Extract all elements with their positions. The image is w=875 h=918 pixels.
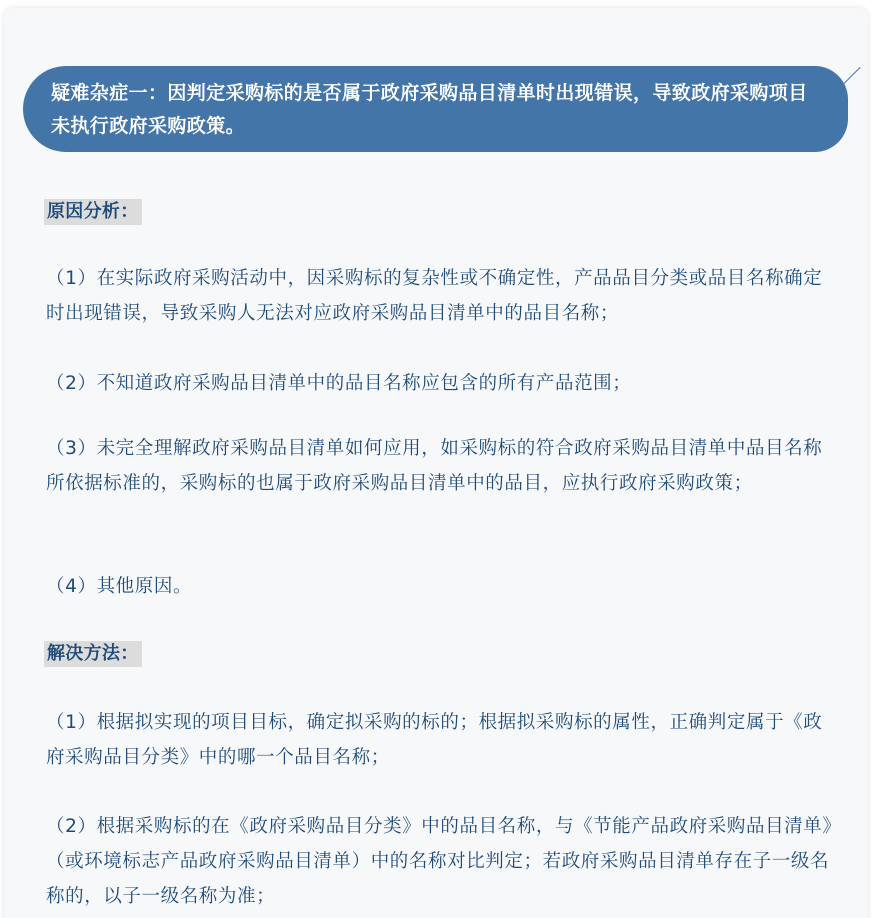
issue-title: 疑难杂症一：因判定采购标的是否属于政府采购品目清单时出现错误，导致政府采购项目未执行政府采购政策。 (51, 82, 808, 137)
issue-banner (23, 66, 848, 152)
solution-item-2: （2）根据采购标的在《政府采购品目分类》中的品目名称，与《节能产品政府采购品目清单》（或环境标志产品政府采购品目清单）中的名称对比判定；若政府采购品目清单存在子一级名称的，以子一级名称为准； (46, 816, 833, 907)
solution-item-1: （1）根据拟实现的项目目标，确定拟采购的标的；根据拟采购标的属性，正确判定属于《政府采购品目分类》中的哪一个品目名称； (46, 712, 823, 768)
cause-item-3: （3）未完全理解政府采购品目清单如何应用，如采购标的符合政府采购品目清单中品目名称所依据标准的，采购标的也属于政府采购品目清单中的品目，应执行政府采购政策； (46, 438, 823, 494)
solution-section-label: 解决方法： (44, 641, 142, 667)
cause-section-label: 原因分析： (44, 199, 142, 225)
cause-item-2: （2）不知道政府采购品目清单中的品目名称应包含的所有产品范围； (46, 373, 632, 394)
cause-item-4: （4）其他原因。 (46, 576, 193, 597)
cause-item-1: （1）在实际政府采购活动中，因采购标的复杂性或不确定性，产品品目分类或品目名称确定时出现错误，导致采购人无法对应政府采购品目清单中的品目名称； (46, 268, 823, 324)
